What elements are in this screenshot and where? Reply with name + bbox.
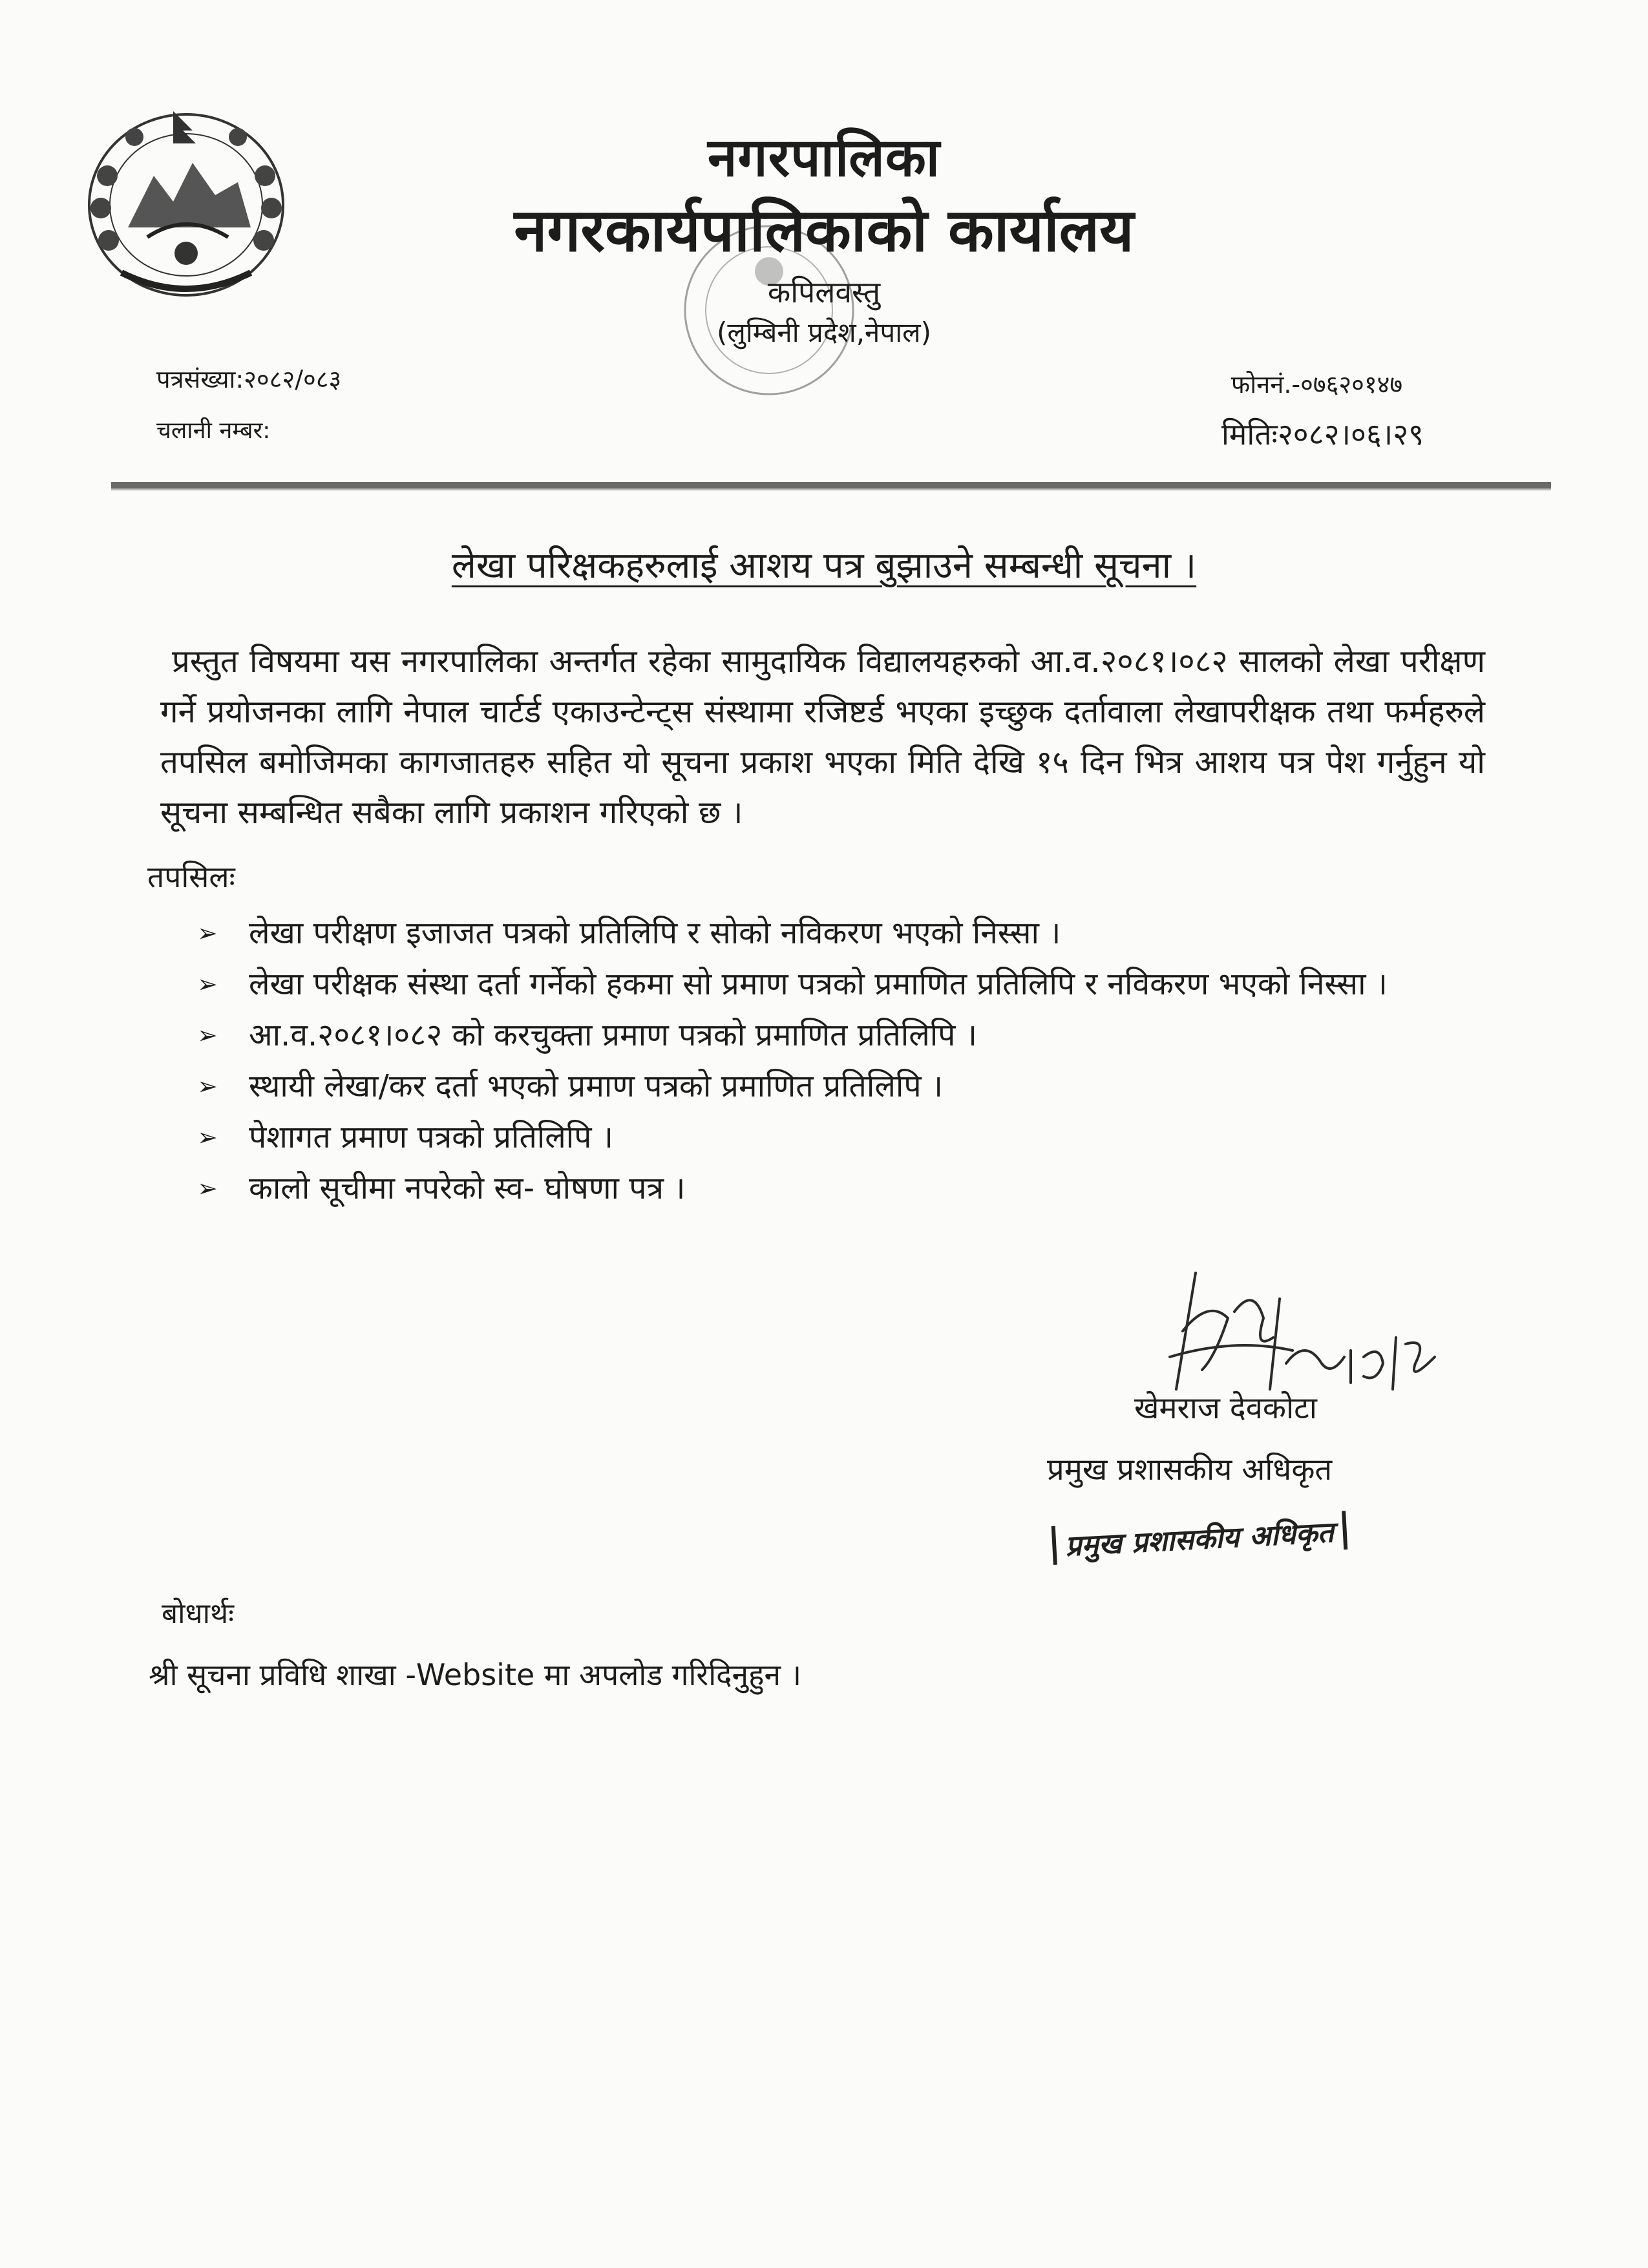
list-item (197, 959, 1483, 1010)
dispatch-number: चलानी नम्बर: (156, 417, 271, 444)
signatory-name: खेमराज देवकोटा (1134, 1391, 1317, 1426)
list-item (197, 908, 1483, 959)
list-item (197, 1163, 1483, 1214)
list-item-text: लेखा परीक्षण इजाजत पत्रको प्रतिलिपि र सोको नविकरण भएको निस्सा । (249, 915, 1061, 951)
notice-subject-text: लेखा परिक्षकहरुलाई आशय पत्र बुझाउने सम्बन्धी सूचना । (451, 545, 1197, 587)
list-item-text: कालो सूचीमा नपरेको स्व- घोषणा पत्र । (249, 1170, 686, 1206)
header-divider (111, 482, 1551, 488)
notice-subject (0, 540, 1648, 589)
signatory-title: प्रमुख प्रशासकीय अधिकृत (1047, 1452, 1333, 1487)
designation-stamp: प्रमुख प्रशासकीय अधिकृत (1051, 1511, 1347, 1565)
office-address: कपिलवस्तु (767, 275, 881, 310)
list-item-text: आ.व.२०८१।०८२ को करचुक्ता प्रमाण पत्रको प्रमाणित प्रतिलिपि । (249, 1017, 977, 1053)
list-item (197, 1010, 1483, 1061)
cc-label: बोधार्थः (162, 1597, 234, 1630)
list-item-text: पेशागत प्रमाण पत्रको प्रतिलिपि । (249, 1119, 613, 1155)
arrow-bullet-icon: ➢ (197, 1123, 218, 1151)
office-province: (लुम्बिनी प्रदेश,नेपाल) (717, 317, 931, 348)
list-item (197, 1061, 1483, 1112)
arrow-bullet-icon: ➢ (197, 1021, 218, 1049)
arrow-bullet-icon: ➢ (197, 919, 218, 947)
arrow-bullet-icon: ➢ (197, 1174, 218, 1202)
arrow-bullet-icon: ➢ (197, 970, 218, 998)
letter-number: पत्रसंख्या:२०८२/०८३ (156, 365, 342, 394)
list-item-text: स्थायी लेखा/कर दर्ता भएको प्रमाण पत्रको प्रमाणित प्रतिलिपि । (249, 1068, 944, 1104)
list-item-text: लेखा परीक्षक संस्था दर्ता गर्नेको हकमा सो प्रमाण पत्रको प्रमाणित प्रतिलिपि र नविकरण भएको निस्सा । (249, 966, 1388, 1002)
notice-body: प्रस्तुत विषयमा यस नगरपालिका अन्तर्गत रहेका सामुदायिक विद्यालयहरुको आ.व.२०८१।०८२ सालको लेखा परीक्षण गर्ने प्रयोजनका लागि नेपाल चार्टर्ड एकाउन्टेन्ट्स संस्थामा रजिष्टर्ड भएका इच्छुक दर्तावाला लेखापरीक्षक तथा फर्महरुले तपसिल बमोजिमका कागजातहरु सहित यो सूचना प्रकाश भएका मिति देखि १५ दिन भित्र आशय पत्र पेश गर्नुहुन यो सूचना सम्बन्धित सबैका लागि प्रकाशन गरिएको छ । (160, 643, 1485, 831)
list-item (197, 1112, 1483, 1163)
office-name: नगरकार्यपालिकाको कार्यालय (514, 196, 1134, 265)
arrow-bullet-icon: ➢ (197, 1072, 218, 1100)
cc-line: श्री सूचना प्रविधि शाखा -Website मा अपलोड गरिदिनुहुन । (149, 1657, 802, 1692)
phone-number: फोननं.-०७६२०१४७ (1231, 370, 1403, 399)
municipality-name: नगरपालिका (707, 127, 941, 189)
letter-date: मितिः२०८२।०६।२९ (1221, 417, 1424, 452)
details-label: तपसिलः (147, 859, 235, 894)
requirements-list (197, 908, 1483, 1214)
